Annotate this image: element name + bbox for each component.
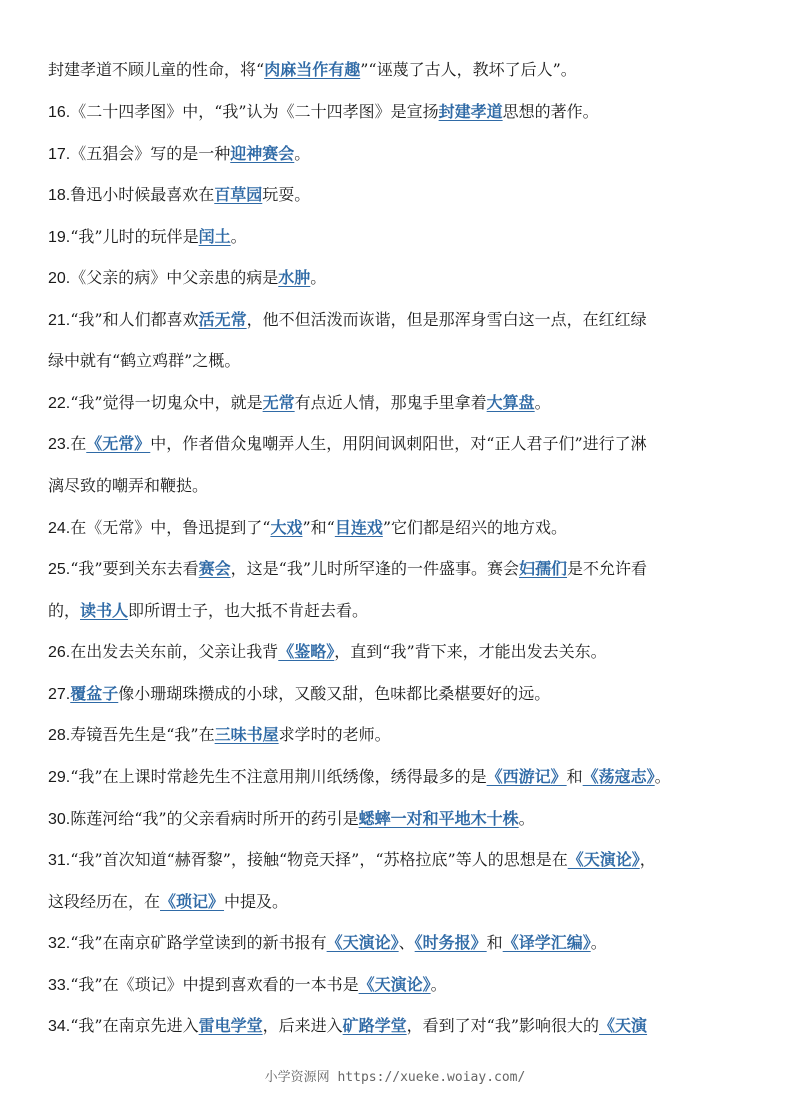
body-text: 封建孝道不顾儿童的性命，将“ bbox=[48, 60, 265, 79]
text-line bbox=[48, 1015, 748, 1037]
body-text: 玩耍。 bbox=[262, 185, 311, 204]
question-number: 27. bbox=[48, 686, 71, 703]
body-text: “我”在南京矿路学堂读到的新书报有 bbox=[70, 933, 327, 952]
answer-text: 大算盘 bbox=[486, 393, 535, 412]
body-text: 求学时的老师。 bbox=[278, 725, 391, 744]
body-text: 鲁迅小时候最喜欢在 bbox=[70, 185, 215, 204]
question-number: 30. bbox=[48, 811, 71, 828]
question-number: 31. bbox=[48, 852, 71, 869]
text-line bbox=[48, 184, 748, 206]
body-text: 陈莲河给“我”的父亲看病时所开的药引是 bbox=[70, 809, 359, 828]
body-text: 。 bbox=[294, 144, 311, 163]
text-line bbox=[48, 974, 748, 996]
answer-text: 雷电学堂 bbox=[198, 1016, 263, 1035]
answer-text: 《天演 bbox=[599, 1016, 648, 1035]
body-text: “我”觉得一切鬼众中，就是 bbox=[70, 393, 263, 412]
text-line bbox=[48, 558, 748, 580]
body-text: 这段经历在，在 bbox=[48, 892, 161, 911]
body-text: 。 bbox=[590, 933, 607, 952]
answer-text: 读书人 bbox=[80, 601, 129, 620]
question-number: 29. bbox=[48, 769, 71, 786]
answer-text: 覆盆子 bbox=[70, 684, 119, 703]
text-line bbox=[48, 350, 748, 372]
body-text: 中，作者借众鬼嘲弄人生，用阴间讽刺阳世，对“正人君子们”进行了淋 bbox=[150, 434, 647, 453]
answer-text: 《无常》 bbox=[86, 434, 151, 453]
body-text: 绿中就有“鹤立鸡群”之概。 bbox=[48, 351, 241, 370]
question-number: 26. bbox=[48, 644, 71, 661]
text-line bbox=[48, 267, 748, 289]
answer-text: 《西游记》 bbox=[486, 767, 567, 786]
body-text: 。 bbox=[534, 393, 551, 412]
answer-text: 目连戏 bbox=[334, 518, 383, 537]
body-text: ”它们都是绍兴的地方戏。 bbox=[382, 518, 568, 537]
body-text: “我”在上课时常趁先生不注意用荆川纸绣像，绣得最多的是 bbox=[70, 767, 487, 786]
body-text: 思想的著作。 bbox=[502, 102, 599, 121]
answer-text: 妇孺们 bbox=[519, 559, 568, 578]
answer-text: 《鉴略》 bbox=[278, 642, 335, 661]
answer-text: 百草园 bbox=[214, 185, 263, 204]
question-number: 28. bbox=[48, 727, 71, 744]
text-line bbox=[48, 932, 748, 954]
body-text: ，他不但活泼而诙谐，但是那浑身雪白这一点，在红红绿 bbox=[246, 310, 647, 329]
question-number: 18. bbox=[48, 187, 71, 204]
body-text: 即所谓士子，也大抵不肯赶去看。 bbox=[128, 601, 369, 620]
question-number: 16. bbox=[48, 104, 71, 121]
body-text: ， bbox=[639, 850, 656, 869]
answer-text: 赛会 bbox=[198, 559, 231, 578]
answer-text: 三味书屋 bbox=[214, 725, 279, 744]
answer-text: 闰土 bbox=[198, 227, 231, 246]
answer-text: 《天演论》 bbox=[358, 975, 431, 994]
body-text: 寿镜吾先生是“我”在 bbox=[70, 725, 215, 744]
text-line bbox=[48, 226, 748, 248]
text-line bbox=[48, 517, 748, 539]
body-text: ，这是“我”儿时所罕逢的一件盛事。赛会 bbox=[230, 559, 520, 578]
body-text: 在出发去关东前，父亲让我背 bbox=[70, 642, 279, 661]
text-line bbox=[48, 433, 748, 455]
question-number: 21. bbox=[48, 312, 71, 329]
question-number: 22. bbox=[48, 395, 71, 412]
answer-text: 无常 bbox=[262, 393, 295, 412]
question-number: 24. bbox=[48, 520, 71, 537]
text-line bbox=[48, 808, 748, 830]
text-line bbox=[48, 891, 748, 913]
body-text: “我”要到关东去看 bbox=[70, 559, 199, 578]
question-number: 34. bbox=[48, 1018, 71, 1035]
text-line bbox=[48, 849, 748, 871]
body-text: 中提及。 bbox=[224, 892, 289, 911]
answer-text: 《时务报》 bbox=[414, 933, 487, 952]
body-text: “我”首次知道“赫胥黎”，接触“物竞天择”，“苏格拉底”等人的思想是在 bbox=[70, 850, 568, 869]
answer-text: 《荡寇志》 bbox=[582, 767, 655, 786]
body-text: ，直到“我”背下来，才能出发去关东。 bbox=[334, 642, 607, 661]
answer-text: 《琐记》 bbox=[160, 892, 225, 911]
body-text: 。 bbox=[430, 975, 447, 994]
text-line bbox=[48, 683, 748, 705]
text-line bbox=[48, 641, 748, 663]
body-text: 的， bbox=[48, 601, 81, 620]
body-text: ”“诬蔑了古人，教坏了后人”。 bbox=[360, 60, 577, 79]
body-text: 。 bbox=[230, 227, 247, 246]
text-line bbox=[48, 59, 748, 81]
answer-text: 迎神赛会 bbox=[230, 144, 295, 163]
question-number: 25. bbox=[48, 561, 71, 578]
text-line bbox=[48, 766, 748, 788]
answer-text: 水肿 bbox=[278, 268, 311, 287]
text-line bbox=[48, 101, 748, 123]
body-text: 是不允许看 bbox=[567, 559, 648, 578]
body-text: “我”在南京先进入 bbox=[70, 1016, 199, 1035]
question-number: 33. bbox=[48, 977, 71, 994]
answer-text: 《译学汇编》 bbox=[502, 933, 591, 952]
text-line bbox=[48, 724, 748, 746]
body-text: 。 bbox=[654, 767, 671, 786]
body-text: 。 bbox=[518, 809, 535, 828]
body-text: 。 bbox=[310, 268, 327, 287]
question-number: 23. bbox=[48, 436, 71, 453]
text-line bbox=[48, 475, 748, 497]
body-text: 、 bbox=[398, 933, 415, 952]
body-text: “我”和人们都喜欢 bbox=[70, 310, 199, 329]
body-text: 和 bbox=[486, 933, 503, 952]
body-text: 和 bbox=[566, 767, 583, 786]
question-number: 32. bbox=[48, 935, 71, 952]
body-text: 《父亲的病》中父亲患的病是 bbox=[70, 268, 279, 287]
answer-text: 封建孝道 bbox=[438, 102, 503, 121]
text-line bbox=[48, 600, 748, 622]
question-number: 17. bbox=[48, 146, 71, 163]
answer-text: 大戏 bbox=[270, 518, 303, 537]
body-text: ，后来进入 bbox=[262, 1016, 343, 1035]
answer-text: 肉麻当作有趣 bbox=[264, 60, 361, 79]
body-text: ，看到了对“我”影响很大的 bbox=[406, 1016, 600, 1035]
answer-text: 活无常 bbox=[198, 310, 247, 329]
answer-text: 《天演论》 bbox=[326, 933, 399, 952]
answer-text: 《天演论》 bbox=[567, 850, 640, 869]
answer-text: 蟋蟀一对和平地木十株 bbox=[358, 809, 519, 828]
body-text: 漓尽致的嘲弄和鞭挞。 bbox=[48, 476, 209, 495]
body-text: 《五猖会》写的是一种 bbox=[70, 144, 231, 163]
body-text: 在 bbox=[70, 434, 87, 453]
answer-text: 矿路学堂 bbox=[342, 1016, 407, 1035]
text-line bbox=[48, 143, 748, 165]
question-number: 20. bbox=[48, 270, 71, 287]
body-text: 《二十四孝图》中，“我”认为《二十四孝图》是宣扬 bbox=[70, 102, 439, 121]
body-text: “我”儿时的玩伴是 bbox=[70, 227, 199, 246]
question-number: 19. bbox=[48, 229, 71, 246]
text-line bbox=[48, 392, 748, 414]
body-text: 有点近人情，那鬼手里拿着 bbox=[294, 393, 487, 412]
text-line bbox=[48, 309, 748, 331]
body-text: ”和“ bbox=[302, 518, 335, 537]
body-text: 像小珊瑚珠攒成的小球，又酸又甜，色味都比桑椹要好的远。 bbox=[118, 684, 551, 703]
page-footer: 小学资源网 https://xueke.woiay.com/ bbox=[264, 1070, 526, 1085]
body-text: 在《无常》中，鲁迅提到了“ bbox=[70, 518, 271, 537]
body-text: “我”在《琐记》中提到喜欢看的一本书是 bbox=[70, 975, 359, 994]
